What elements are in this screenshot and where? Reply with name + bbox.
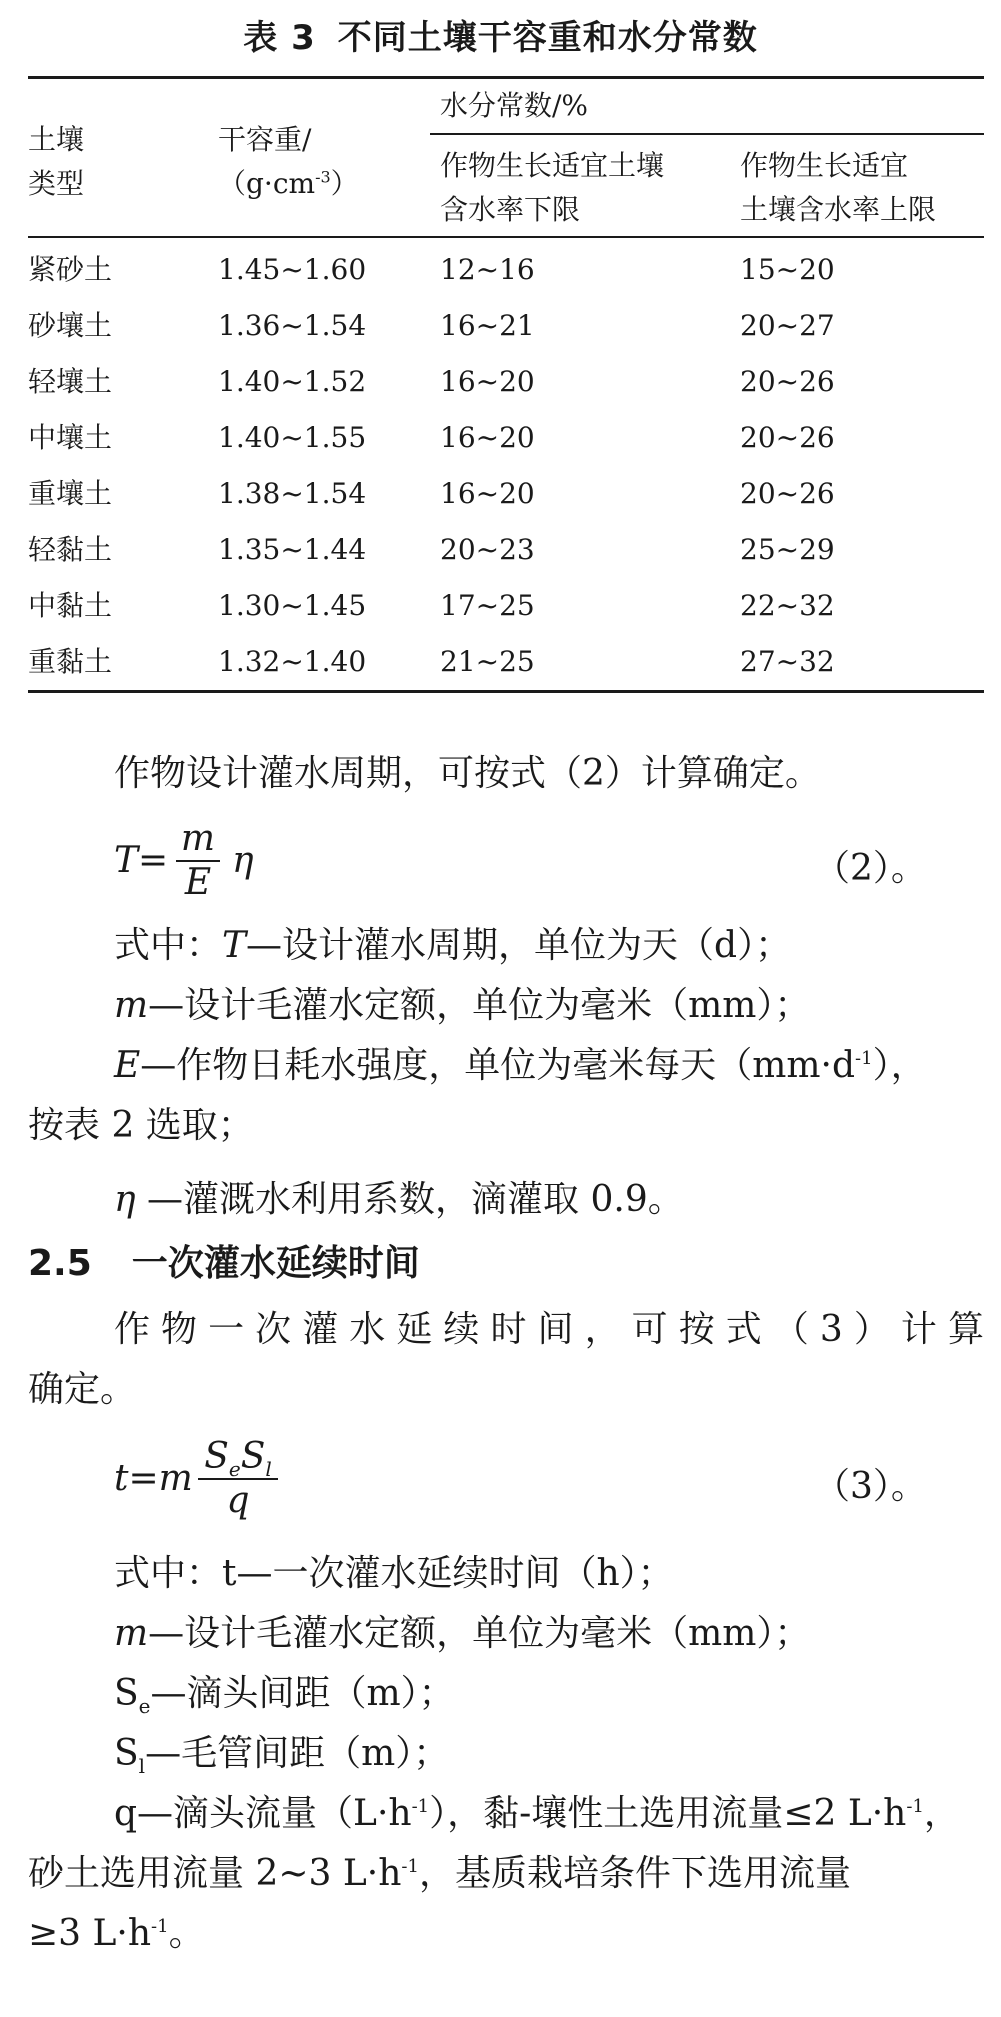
- header-lower-line1: 作物生长适宜土壤: [440, 149, 665, 182]
- table-top-rule: [28, 76, 984, 79]
- eq3-fraction: [196, 1436, 280, 1522]
- cell-soil-type: 重黏土: [28, 645, 113, 678]
- symbol-S: S: [114, 1733, 139, 1774]
- header-upper-line1: 作物生长适宜: [740, 149, 909, 182]
- definition-T-text: —设计灌水周期，单位为天（d）；: [246, 925, 792, 966]
- cell-soil-type: 中黏土: [28, 589, 113, 622]
- cell-lower: 16~21: [440, 309, 535, 342]
- table-body: [0, 248, 1001, 696]
- cell-soil-type: 重壤土: [28, 477, 113, 510]
- eq3-numerator: [196, 1436, 280, 1482]
- header-lower-limit: [440, 144, 664, 232]
- cell-upper: 27~32: [740, 645, 835, 678]
- eq3-denominator: q: [226, 1480, 250, 1521]
- cell-soil-type: 轻黏土: [28, 533, 113, 566]
- table-title: 不同土壤干容重和水分常数: [337, 18, 758, 58]
- definition-q3-sup: -1: [151, 1916, 169, 1937]
- cell-soil-type: 紧砂土: [28, 253, 113, 286]
- eq2-denominator: E: [184, 862, 212, 903]
- cell-density: 1.36~1.54: [218, 309, 367, 342]
- header-soil-type-line2: 类型: [28, 167, 85, 200]
- definition-Se-text: —滴头间距（m）；: [150, 1673, 455, 1714]
- header-moisture-constants: 水分常数/%: [440, 89, 589, 122]
- table-number: 表 3: [243, 18, 316, 58]
- definition-E-text: —作物日耗水强度，单位为毫米每天（mm·d: [140, 1045, 856, 1086]
- eq3-S1-sub: e: [228, 1457, 241, 1482]
- eq2-number: （2）。: [814, 848, 927, 889]
- cell-upper: 20~26: [740, 365, 835, 398]
- definition-E: [114, 1042, 927, 1090]
- definition-eta: [114, 1176, 684, 1224]
- cell-soil-type: 砂壤土: [28, 309, 113, 342]
- symbol-S: S: [114, 1673, 139, 1714]
- header-upper-line2: 土壤含水率上限: [740, 193, 937, 226]
- definition-q2-text: 砂土选用流量 2~3 L·h: [28, 1853, 402, 1894]
- section-number: 2.5: [28, 1243, 92, 1284]
- cell-soil-type: 轻壤土: [28, 365, 113, 398]
- definition-eta-text: —灌溉水利用系数，滴灌取 0.9。: [135, 1179, 684, 1220]
- definition-q-text-2: ），黏-壤性土选用流量≤2 L·h: [429, 1793, 907, 1834]
- eq3-lhs: t=m: [114, 1458, 193, 1499]
- symbol-Se-sub: e: [138, 1694, 151, 1719]
- definition-E-continued: 按表 2 选取；: [28, 1105, 254, 1146]
- cell-density: 1.45~1.60: [218, 253, 367, 286]
- definition-q-line3: [28, 1910, 205, 1958]
- definition-q-line2: [28, 1850, 851, 1898]
- paragraph-duration-line1: 作物一次灌水延续时间，可按式（3）计算: [114, 1309, 984, 1350]
- definition-q: [114, 1790, 960, 1838]
- symbol-m: m: [114, 1613, 149, 1654]
- equation-3: [114, 1436, 984, 1526]
- cell-density: 1.32~1.40: [218, 645, 367, 678]
- definition-E-sup: -1: [855, 1048, 873, 1069]
- definition-prefix: 式中：: [114, 925, 223, 966]
- definition-q-text: q—滴头流量（L·h: [114, 1793, 412, 1834]
- definition-q2-text-2: ，基质栽培条件下选用流量: [418, 1853, 851, 1894]
- eq2-eta: η: [232, 840, 254, 881]
- cell-density: 1.35~1.44: [218, 533, 367, 566]
- symbol-Sl-sub: l: [138, 1754, 146, 1779]
- header-density-line2: [218, 162, 359, 206]
- header-density-line1: 干容重/: [218, 123, 312, 156]
- header-soil-type: [28, 118, 84, 206]
- cell-upper: 20~26: [740, 477, 835, 510]
- cell-lower: 17~25: [440, 589, 535, 622]
- table-row: [0, 248, 1001, 304]
- table-row: [0, 416, 1001, 472]
- symbol-eta: η: [114, 1179, 136, 1220]
- definition-q3-end: 。: [168, 1913, 205, 1954]
- definition-Sl: [114, 1730, 449, 1778]
- symbol-E: E: [114, 1045, 141, 1086]
- table-row: [0, 584, 1001, 640]
- table-caption: [0, 10, 1001, 59]
- table-row: [0, 640, 1001, 696]
- cell-lower: 12~16: [440, 253, 535, 286]
- eq2-numerator: m: [180, 818, 216, 859]
- definition-m-text: —设计毛灌水定额，单位为毫米（mm）；: [148, 985, 811, 1026]
- header-density-close: ）: [330, 167, 359, 200]
- cell-lower: 16~20: [440, 365, 535, 398]
- paragraph-irrigation-cycle: 作物设计灌水周期，可按式（2）计算确定。: [114, 753, 821, 794]
- cell-density: 1.38~1.54: [218, 477, 367, 510]
- symbol-m: m: [114, 985, 149, 1026]
- definition-q3-text: ≥3 L·h: [28, 1913, 152, 1954]
- cell-upper: 20~26: [740, 421, 835, 454]
- definition-t: 式中：t—一次灌水延续时间（h）；: [114, 1553, 674, 1594]
- definition-q-sup: -1: [411, 1796, 430, 1817]
- cell-density: 1.30~1.45: [218, 589, 367, 622]
- table-row: [0, 528, 1001, 584]
- table-subheader-rule: [430, 133, 984, 135]
- definition-m: [114, 982, 810, 1030]
- header-upper-limit: [740, 144, 936, 232]
- table-row: [0, 304, 1001, 360]
- section-heading: [28, 1240, 420, 1288]
- paragraph-duration-line2: 确定。: [28, 1369, 137, 1410]
- eq3-number: （3）。: [814, 1466, 927, 1507]
- cell-upper: 25~29: [740, 533, 835, 566]
- cell-upper: 15~20: [740, 253, 835, 286]
- cell-density: 1.40~1.52: [218, 365, 367, 398]
- eq3-S1: S: [204, 1436, 229, 1477]
- cell-lower: 21~25: [440, 645, 535, 678]
- header-lower-line2: 含水率下限: [440, 193, 581, 226]
- definition-q-sup-2: -1: [906, 1796, 924, 1817]
- equation-2: [114, 818, 984, 908]
- cell-lower: 16~20: [440, 477, 535, 510]
- cell-density: 1.40~1.55: [218, 421, 367, 454]
- definition-Sl-text: —毛管间距（m）；: [145, 1733, 450, 1774]
- header-soil-type-line1: 土壤: [28, 123, 85, 156]
- definition-q2-sup: -1: [401, 1856, 419, 1877]
- definition-E-close: ），: [872, 1045, 927, 1086]
- cell-lower: 20~23: [440, 533, 535, 566]
- table-row: [0, 472, 1001, 528]
- definition-T: [114, 922, 791, 970]
- cell-soil-type: 中壤土: [28, 421, 113, 454]
- definition-Se: [114, 1670, 455, 1718]
- definition-q-comma: ，: [923, 1793, 960, 1834]
- header-density-unit: （g·cm: [218, 167, 316, 200]
- eq2-lhs: T=: [114, 840, 169, 881]
- header-density-sup: -3: [315, 167, 331, 187]
- definition-m-text: —设计毛灌水定额，单位为毫米（mm）；: [148, 1613, 811, 1654]
- eq3-S2-sub: l: [265, 1457, 272, 1482]
- cell-upper: 20~27: [740, 309, 835, 342]
- table-row: [0, 360, 1001, 416]
- cell-lower: 16~20: [440, 421, 535, 454]
- table-bottom-rule: [28, 690, 984, 693]
- section-title: 一次灌水延续时间: [131, 1243, 420, 1284]
- symbol-T: T: [222, 925, 247, 966]
- eq2-fraction: [174, 818, 222, 904]
- cell-upper: 22~32: [740, 589, 835, 622]
- eq3-S2: S: [240, 1436, 266, 1477]
- table-header-rule: [28, 236, 984, 238]
- definition-m-2: [114, 1610, 810, 1658]
- header-dry-density: [218, 118, 359, 206]
